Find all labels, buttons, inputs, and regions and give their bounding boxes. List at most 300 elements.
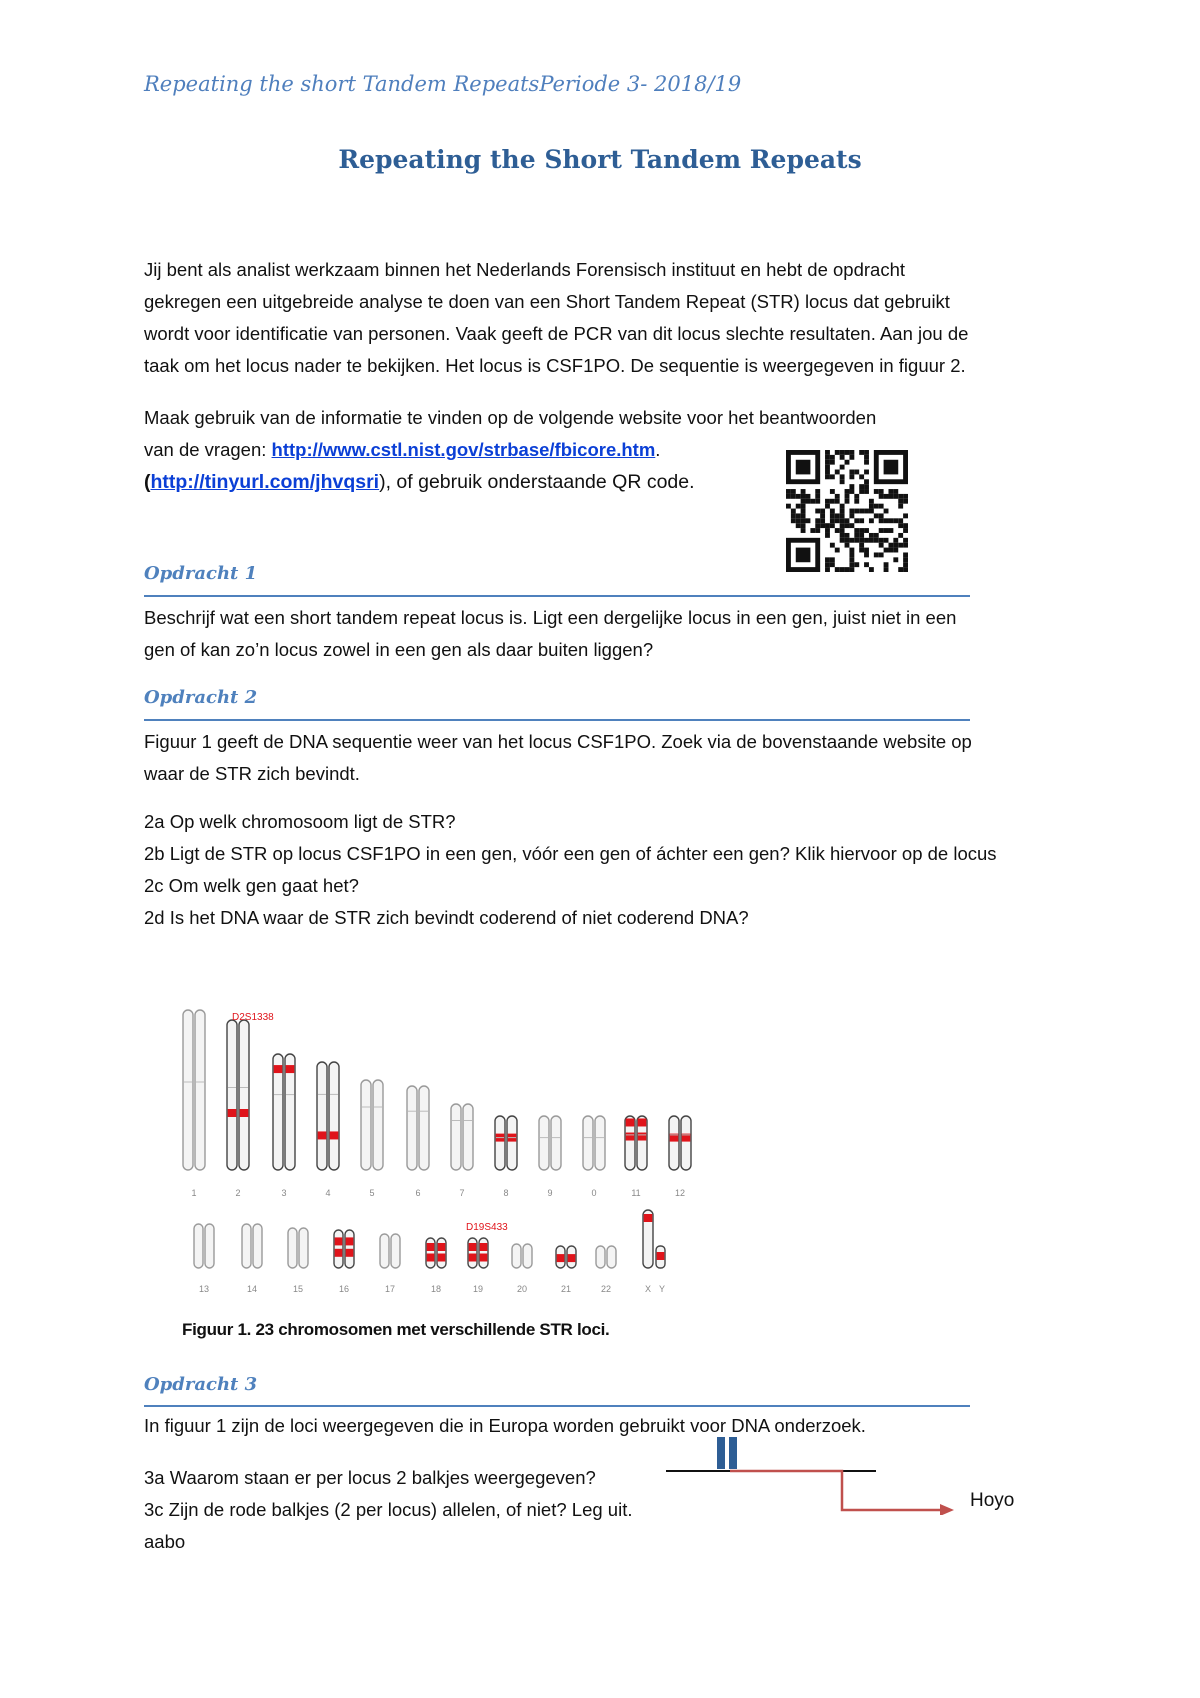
qr-module — [835, 528, 840, 533]
str-band — [228, 1109, 237, 1117]
website-line-suffix: . — [655, 439, 661, 460]
chromosome-label: 4 — [325, 1188, 331, 1198]
qr-module — [879, 528, 884, 533]
qr-module — [806, 494, 811, 499]
section-divider — [144, 595, 970, 597]
qr-module — [884, 548, 889, 553]
qr-module — [801, 528, 806, 533]
qr-instruction: ), of gebruik onderstaande QR code. — [379, 471, 695, 493]
chromosome-label: X — [644, 1284, 652, 1294]
qr-module — [791, 513, 796, 518]
chromosome-label: 19 — [472, 1284, 484, 1294]
chromosome — [183, 1010, 205, 1170]
chromosome-label: 18 — [430, 1284, 442, 1294]
chromatid — [451, 1104, 461, 1170]
qr-module — [898, 533, 903, 538]
qr-module — [849, 523, 854, 528]
chromatid — [426, 1238, 435, 1268]
chromosome — [317, 1062, 339, 1170]
qr-module — [845, 460, 850, 465]
qr-module — [835, 518, 840, 523]
qr-module — [825, 562, 830, 567]
chromosome-label: 21 — [560, 1284, 572, 1294]
qr-module — [879, 552, 884, 557]
qr-module — [845, 518, 850, 523]
chromatid — [495, 1116, 505, 1170]
qr-module — [854, 562, 859, 567]
str-band — [480, 1243, 488, 1251]
chromosome — [273, 1054, 295, 1170]
qr-module — [888, 543, 893, 548]
chromosome-label: 15 — [292, 1284, 304, 1294]
qr-module — [874, 489, 879, 494]
qr-module — [840, 465, 845, 470]
qr-module — [849, 470, 854, 475]
qr-module — [864, 455, 869, 460]
qr-module — [859, 450, 864, 455]
str-band — [626, 1133, 635, 1141]
qr-module — [879, 543, 884, 548]
opdracht2-questions — [144, 806, 1074, 934]
qr-module — [786, 494, 791, 499]
qr-module — [845, 533, 850, 538]
qr-module — [849, 567, 854, 572]
intro-line: Jij bent als analist werkzaam binnen het Nederlands Forensisch instituut en hebt de opdracht — [144, 259, 905, 280]
chromatid — [183, 1010, 193, 1170]
qr-module — [854, 509, 859, 514]
qr-module — [859, 509, 864, 514]
intro-line: gekregen een uitgebreide analyse te doen van een Short Tandem Repeat (STR) locus dat gebruikt — [144, 291, 950, 312]
qr-module — [845, 494, 850, 499]
str-band — [644, 1214, 653, 1222]
qr-module — [825, 557, 830, 562]
qr-module — [888, 548, 893, 553]
chromosome-label: 11 — [631, 1188, 641, 1198]
qr-module — [849, 557, 854, 562]
str-band — [438, 1254, 446, 1262]
chromosome-label: 8 — [503, 1188, 509, 1198]
chromosome — [407, 1086, 429, 1170]
chromatid — [288, 1228, 297, 1268]
chromatid — [681, 1116, 691, 1170]
str-band — [318, 1131, 327, 1139]
str-band — [274, 1065, 283, 1073]
tinyurl-link[interactable]: http://tinyurl.com/jhvqsri — [150, 471, 380, 493]
qr-module — [859, 538, 864, 543]
chromosome — [242, 1224, 262, 1268]
qr-module — [854, 528, 859, 533]
qr-module — [903, 513, 908, 518]
opdracht2-line: Figuur 1 geeft de DNA sequentie weer van het locus CSF1PO. Zoek via de bovenstaande website op — [144, 731, 972, 752]
chromosome-label: 9 — [547, 1188, 553, 1198]
qr-module — [791, 509, 796, 514]
chromosome-label: 17 — [384, 1284, 396, 1294]
str-annotation: D2S1338 — [232, 1012, 274, 1023]
question-2a: 2a Op welk chromosoom ligt de STR? — [144, 811, 456, 832]
chromatid — [539, 1116, 549, 1170]
qr-module — [854, 538, 859, 543]
chromosome-label: 7 — [459, 1188, 465, 1198]
qr-module — [864, 470, 869, 475]
figure1-caption: Figuur 1. 23 chromosomen met verschillende STR loci. — [182, 1320, 610, 1339]
qr-module — [796, 494, 801, 499]
qr-module — [898, 543, 903, 548]
qr-module — [874, 504, 879, 509]
qr-module — [884, 567, 889, 572]
str-band — [626, 1118, 635, 1126]
str-band — [568, 1254, 576, 1262]
chromosome — [625, 1116, 647, 1170]
qr-module — [840, 455, 845, 460]
website-line — [144, 466, 784, 498]
chromatid — [391, 1234, 400, 1268]
str-annotation: D19S433 — [466, 1222, 508, 1233]
qr-module — [859, 474, 864, 479]
qr-module — [830, 557, 835, 562]
qr-module — [884, 509, 889, 514]
qr-module — [869, 518, 874, 523]
chromatid — [373, 1080, 383, 1170]
qr-module — [903, 543, 908, 548]
qr-module — [898, 504, 903, 509]
str-band — [469, 1254, 477, 1262]
qr-module — [801, 494, 806, 499]
qr-module — [815, 499, 820, 504]
qr-module — [815, 528, 820, 533]
chromosome-label: 5 — [369, 1188, 375, 1198]
qr-finder-center — [796, 548, 811, 563]
qr-module — [840, 523, 845, 528]
qr-module — [845, 450, 850, 455]
qr-module — [884, 528, 889, 533]
qr-module — [874, 538, 879, 543]
qr-module — [825, 567, 830, 572]
chromatid — [380, 1234, 389, 1268]
chromosome-label: 2 — [235, 1188, 241, 1198]
chromatid — [194, 1224, 203, 1268]
qr-module — [893, 543, 898, 548]
chromatid — [195, 1010, 205, 1170]
str-band — [638, 1118, 647, 1126]
question-2d: 2d Is het DNA waar de STR zich bevindt coderend of niet coderend DNA? — [144, 907, 749, 928]
str-band — [335, 1237, 343, 1245]
qr-finder-center — [796, 460, 811, 475]
qr-module — [830, 523, 835, 528]
question-2b: 2b Ligt de STR op locus CSF1PO in een gen, vóór een gen of áchter een gen? Klik hiervoor op de locus — [144, 843, 997, 864]
opdracht3-line: In figuur 1 zijn de loci weergegeven die in Europa worden gebruikt voor DNA onderzoek. — [144, 1415, 866, 1436]
qr-module — [835, 470, 840, 475]
section-divider — [144, 1405, 970, 1407]
chromosome — [288, 1228, 308, 1268]
chromatid — [607, 1246, 616, 1268]
question-3c: 3c Zijn de rode balkjes (2 per locus) allelen, of niet? Leg uit. — [144, 1499, 633, 1520]
qr-module — [854, 518, 859, 523]
qr-module — [849, 450, 854, 455]
qr-module — [854, 494, 859, 499]
chromosome — [539, 1116, 561, 1170]
qr-module — [854, 499, 859, 504]
qr-module — [879, 494, 884, 499]
qr-module — [903, 552, 908, 557]
chromatid — [479, 1238, 488, 1268]
qr-module — [820, 509, 825, 514]
str-band — [330, 1131, 339, 1139]
qr-module — [810, 528, 815, 533]
qr-module — [849, 538, 854, 543]
qr-module — [898, 567, 903, 572]
chromatid — [361, 1080, 371, 1170]
qr-module — [864, 479, 869, 484]
str-band — [346, 1249, 354, 1257]
qr-module — [898, 499, 903, 504]
website-paragraph — [144, 402, 877, 498]
qr-module — [884, 494, 889, 499]
chromatid — [227, 1020, 237, 1170]
chromatid — [419, 1086, 429, 1170]
chromosome — [334, 1230, 354, 1268]
qr-module — [845, 523, 850, 528]
qr-module — [864, 538, 869, 543]
qr-module — [903, 523, 908, 528]
qr-module — [869, 504, 874, 509]
chromosome — [556, 1246, 576, 1268]
qr-module — [825, 450, 830, 455]
qr-module — [884, 562, 889, 567]
qr-module — [874, 533, 879, 538]
qr-module — [825, 465, 830, 470]
qr-module — [879, 518, 884, 523]
chromatid — [507, 1116, 517, 1170]
qr-module — [815, 489, 820, 494]
red-connector — [730, 1471, 942, 1510]
str-band — [657, 1252, 665, 1260]
arrow-diagram — [660, 1435, 960, 1515]
qr-module — [845, 489, 850, 494]
qr-module — [825, 528, 830, 533]
chromatid — [242, 1224, 251, 1268]
str-band — [480, 1254, 488, 1262]
qr-module — [898, 494, 903, 499]
qr-module — [830, 489, 835, 494]
qr-module — [849, 513, 854, 518]
qr-module — [859, 484, 864, 489]
qr-module — [840, 518, 845, 523]
qr-module — [830, 518, 835, 523]
qr-module — [825, 504, 830, 509]
chromatid — [512, 1244, 521, 1268]
paren-open: ( — [144, 471, 151, 493]
qr-module — [903, 499, 908, 504]
chromosome-label: 6 — [415, 1188, 421, 1198]
qr-module — [849, 509, 854, 514]
qr-module — [835, 513, 840, 518]
qr-module — [864, 489, 869, 494]
qr-module — [825, 474, 830, 479]
chromatid — [329, 1062, 339, 1170]
qr-module — [849, 455, 854, 460]
qr-module — [893, 548, 898, 553]
qr-module — [849, 562, 854, 567]
chromosome-label: 13 — [198, 1284, 210, 1294]
str-band — [438, 1243, 446, 1251]
qr-module — [854, 533, 859, 538]
qr-module — [820, 513, 825, 518]
opdracht1-heading: Opdracht 1 — [144, 563, 258, 584]
qr-module — [840, 567, 845, 572]
qr-module — [835, 499, 840, 504]
qr-module — [869, 533, 874, 538]
question-2c: 2c Om welk gen gaat het? — [144, 875, 359, 896]
qr-module — [903, 528, 908, 533]
chromosome-label: Y — [658, 1284, 666, 1294]
qr-module — [888, 494, 893, 499]
intro-paragraph — [144, 254, 1074, 382]
chromosome — [583, 1116, 605, 1170]
qr-module — [791, 518, 796, 523]
qr-module — [903, 562, 908, 567]
qr-module — [874, 513, 879, 518]
qr-module — [830, 543, 835, 548]
qr-module — [903, 557, 908, 562]
qr-module — [796, 513, 801, 518]
chromatid — [669, 1116, 679, 1170]
chromatid — [596, 1246, 605, 1268]
qr-module — [820, 523, 825, 528]
question-3a: 3a Waarom staan er per locus 2 balkjes weergegeven? — [144, 1467, 596, 1488]
qr-module — [859, 528, 864, 533]
qr-module — [864, 460, 869, 465]
str-band — [240, 1109, 249, 1117]
qr-module — [830, 474, 835, 479]
qr-module — [864, 548, 869, 553]
str-band — [469, 1243, 477, 1251]
qr-module — [791, 494, 796, 499]
str-band — [335, 1249, 343, 1257]
nist-link[interactable]: http://www.cstl.nist.gov/strbase/fbicore.htm — [271, 439, 656, 460]
qr-code[interactable] — [786, 450, 908, 572]
qr-module — [840, 479, 845, 484]
qr-module — [849, 552, 854, 557]
qr-module — [845, 538, 850, 543]
chromosome-label: 14 — [246, 1284, 258, 1294]
qr-module — [786, 504, 791, 509]
website-line — [144, 434, 784, 466]
qr-module — [835, 494, 840, 499]
qr-module — [801, 499, 806, 504]
qr-module — [791, 489, 796, 494]
chromosome — [596, 1246, 616, 1268]
qr-module — [825, 460, 830, 465]
qr-module — [893, 538, 898, 543]
chromosome — [512, 1244, 532, 1268]
qr-module — [830, 455, 835, 460]
qr-module — [884, 518, 889, 523]
qr-module — [810, 499, 815, 504]
qr-module — [849, 489, 854, 494]
qr-module — [859, 489, 864, 494]
qr-module — [903, 538, 908, 543]
qr-module — [806, 499, 811, 504]
str-band — [286, 1065, 295, 1073]
chromosome-label: 16 — [338, 1284, 350, 1294]
qr-module — [854, 470, 859, 475]
qr-module — [835, 548, 840, 553]
chromatid — [253, 1224, 262, 1268]
qr-module — [879, 538, 884, 543]
chromatid-right — [729, 1437, 737, 1469]
chromatid — [595, 1116, 605, 1170]
qr-module — [825, 533, 830, 538]
qr-module — [879, 513, 884, 518]
chromatid — [468, 1238, 477, 1268]
qr-module — [845, 543, 850, 548]
side-label: Hoyo — [970, 1490, 1015, 1511]
str-band — [557, 1254, 565, 1262]
qr-module — [840, 504, 845, 509]
qr-module — [825, 455, 830, 460]
document-title: Repeating the Short Tandem Repeats — [338, 145, 862, 174]
qr-module — [869, 499, 874, 504]
qr-module — [801, 504, 806, 509]
chromosome — [451, 1104, 473, 1170]
chromosome — [194, 1224, 214, 1268]
qr-module — [825, 499, 830, 504]
qr-module — [893, 557, 898, 562]
qr-module — [864, 484, 869, 489]
qr-module — [840, 533, 845, 538]
chromosome-figure — [180, 1000, 700, 1300]
chromatid — [317, 1062, 327, 1170]
qr-module — [903, 567, 908, 572]
qr-module — [845, 567, 850, 572]
qr-module — [796, 504, 801, 509]
qr-module — [869, 538, 874, 543]
chromosome — [495, 1116, 517, 1170]
chromatid — [583, 1116, 593, 1170]
qr-module — [884, 538, 889, 543]
intro-line: taak om het locus nader te bekijken. Het locus is CSF1PO. De sequentie is weergegeven in figuur 2. — [144, 355, 966, 376]
qr-module — [815, 518, 820, 523]
qr-module — [859, 533, 864, 538]
chromosome — [669, 1116, 691, 1170]
qr-module — [888, 528, 893, 533]
str-band — [638, 1133, 647, 1141]
qr-module — [815, 523, 820, 528]
qr-finder-center — [884, 460, 899, 475]
qr-module — [893, 518, 898, 523]
opdracht2-heading: Opdracht 2 — [144, 687, 258, 708]
qr-module — [893, 489, 898, 494]
qr-module — [830, 499, 835, 504]
qr-module — [815, 509, 820, 514]
chromosome-label: 22 — [600, 1284, 612, 1294]
section-divider — [144, 719, 970, 721]
chromosome-label: 1 — [191, 1188, 197, 1198]
qr-module — [835, 450, 840, 455]
chromatid-left — [717, 1437, 725, 1469]
qr-module — [893, 494, 898, 499]
qr-module — [849, 484, 854, 489]
opdracht2-text — [144, 726, 1074, 790]
qr-module — [830, 513, 835, 518]
qr-module — [864, 509, 869, 514]
str-band — [427, 1254, 435, 1262]
str-band — [346, 1237, 354, 1245]
qr-module — [864, 450, 869, 455]
qr-module — [869, 509, 874, 514]
qr-module — [830, 460, 835, 465]
chromosome — [426, 1238, 446, 1268]
